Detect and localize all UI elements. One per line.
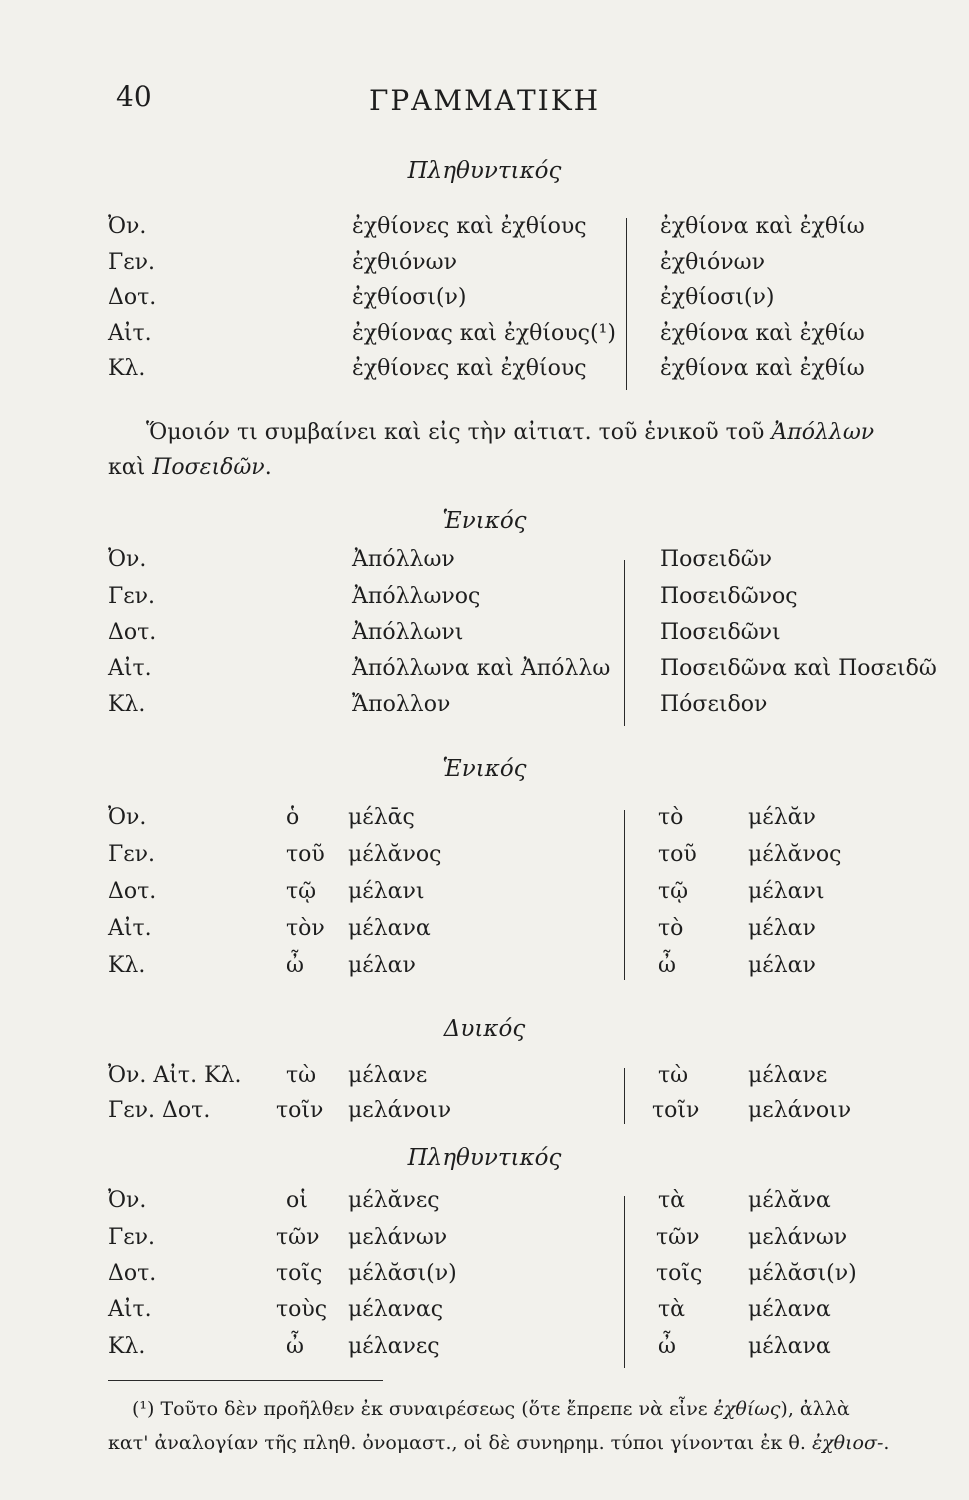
table-row — [0, 620, 969, 656]
section-heading-plural-1: Πληθυντικός — [407, 158, 562, 184]
form-right: Ποσειδῶνος — [660, 584, 798, 609]
article-left: τοῖν — [276, 1098, 324, 1123]
running-title: ΓΡΑΜΜΑΤΙΚΗ — [368, 84, 601, 117]
footnote-italic: ἐχθιοσ- — [811, 1432, 884, 1454]
article-left: τὼ — [286, 1063, 317, 1088]
form-right: ἐχθιόνων — [660, 250, 765, 275]
case-label: Ὀν. — [108, 1188, 147, 1213]
case-label: Αἰτ. — [108, 321, 152, 346]
footnote-text: . — [883, 1432, 890, 1454]
section-heading-singular-2: Ἑνικός — [442, 756, 527, 782]
form-right: μελάνων — [748, 1225, 848, 1250]
form-right: μέλανα — [748, 1297, 831, 1322]
table-row — [0, 916, 969, 952]
form-left: μελάνοιν — [348, 1098, 452, 1123]
form-right: μέλᾰνα — [748, 1188, 831, 1213]
table-row — [0, 584, 969, 620]
form-right: Ποσειδῶνι — [660, 620, 781, 645]
form-left: Ἀπόλλωνος — [352, 584, 481, 609]
article-left: οἱ — [286, 1188, 308, 1213]
case-label: Γεν. — [108, 250, 156, 275]
form-left: ἐχθίονες καὶ ἐχθίους — [352, 356, 587, 381]
case-label: Κλ. — [108, 692, 146, 717]
table-row — [0, 1261, 969, 1297]
table-row — [0, 547, 969, 583]
table-row — [0, 1188, 969, 1224]
table-row — [0, 1334, 969, 1370]
table-row — [0, 1225, 969, 1261]
form-left: μελάνων — [348, 1225, 448, 1250]
table-row — [0, 805, 969, 841]
italic-apollon: Ἀπόλλων — [771, 420, 875, 445]
table-row — [0, 214, 969, 250]
article-right: τοῖς — [656, 1261, 703, 1286]
article-right: τὰ — [658, 1188, 686, 1213]
form-left: μέλᾱς — [348, 805, 415, 830]
paragraph-text: Ὅμοιόν τι συμβαίνει καὶ εἰς τὴν αἰτιατ. τοῦ ἑνικοῦ τοῦ — [146, 420, 772, 445]
table-row — [0, 285, 969, 321]
case-label: Αἰτ. — [108, 1297, 152, 1322]
table-row — [0, 953, 969, 989]
form-right: μέλᾰν — [748, 805, 816, 830]
footnote-text: κατ' ἀναλογίαν τῆς πληθ. ὀνομαστ., οἱ δὲ συνηρημ. τύποι γίνονται ἐκ θ. — [108, 1432, 812, 1454]
case-label: Κλ. — [108, 1334, 146, 1359]
footnote-text: (¹) Τοῦτο δὲν προῆλθεν ἐκ συναιρέσεως (ὅτε ἔπρεπε νὰ εἶνε — [132, 1398, 714, 1420]
form-left: ἐχθίονας καὶ ἐχθίους(¹) — [352, 321, 616, 346]
article-left: ὦ — [286, 953, 304, 978]
form-left: Ἀπόλλων — [352, 547, 455, 572]
form-right: μέλαν — [748, 953, 816, 978]
article-left: ὁ — [286, 805, 300, 830]
article-right: τῶν — [656, 1225, 700, 1250]
case-label: Ὀν. Αἰτ. Κλ. — [108, 1063, 242, 1088]
case-label: Αἰτ. — [108, 656, 152, 681]
case-label: Ὀν. — [108, 805, 147, 830]
footnote-rule — [108, 1380, 383, 1381]
table-row — [0, 321, 969, 357]
paragraph-line-2 — [108, 455, 272, 480]
form-right: Πόσειδον — [660, 692, 768, 717]
footnote-italic: ἐχθίως — [713, 1398, 781, 1420]
form-left: μέλανε — [348, 1063, 428, 1088]
article-right: τὸ — [658, 805, 684, 830]
case-label: Δοτ. — [108, 285, 157, 310]
section-heading-singular-1: Ἑνικός — [442, 508, 527, 534]
form-right: Ποσειδῶνα καὶ Ποσειδῶ — [660, 656, 937, 681]
form-left: μέλανας — [348, 1297, 444, 1322]
form-left: μέλᾰνες — [348, 1188, 440, 1213]
form-right: μέλανα — [748, 1334, 831, 1359]
paragraph-end: . — [264, 455, 272, 480]
form-right: μέλᾰνος — [748, 842, 842, 867]
table-row — [0, 1297, 969, 1333]
footnote-line-1 — [132, 1398, 850, 1420]
table-row — [0, 250, 969, 286]
case-label: Κλ. — [108, 356, 146, 381]
article-left: τοὺς — [276, 1297, 328, 1322]
form-left: μέλανι — [348, 879, 425, 904]
italic-poseidon: Ποσειδῶν — [152, 455, 265, 480]
article-left: τῶν — [276, 1225, 320, 1250]
form-left: ἐχθίονες καὶ ἐχθίους — [352, 214, 587, 239]
article-left: τῷ — [286, 879, 317, 904]
case-label: Δοτ. — [108, 620, 157, 645]
form-right: ἐχθίοσι(ν) — [660, 285, 775, 310]
case-label: Δοτ. — [108, 879, 157, 904]
form-left: Ἀπόλλωνα καὶ Ἀπόλλω — [352, 656, 611, 681]
form-right: Ποσειδῶν — [660, 547, 773, 572]
case-label: Γεν. Δοτ. — [108, 1098, 211, 1123]
article-right: τοῦ — [658, 842, 697, 867]
form-left: μέλᾰνος — [348, 842, 442, 867]
form-left: μέλανες — [348, 1334, 440, 1359]
footnote-line-2 — [108, 1432, 889, 1454]
article-right: τὰ — [658, 1297, 686, 1322]
article-right: τοῖν — [652, 1098, 700, 1123]
section-heading-dual: Δυικός — [443, 1016, 526, 1042]
table-row — [0, 842, 969, 878]
case-label: Γεν. — [108, 1225, 156, 1250]
case-label: Γεν. — [108, 842, 156, 867]
article-left: τὸν — [286, 916, 325, 941]
article-left: τοῖς — [276, 1261, 323, 1286]
form-left: μέλᾰσι(ν) — [348, 1261, 457, 1286]
page-number: 40 — [116, 80, 152, 113]
table-row — [0, 656, 969, 692]
form-right: μέλανι — [748, 879, 825, 904]
form-left: μέλαν — [348, 953, 416, 978]
form-left: Ἀπόλλωνι — [352, 620, 464, 645]
case-label: Κλ. — [108, 953, 146, 978]
article-left: ὦ — [286, 1334, 304, 1359]
form-right: μέλαν — [748, 916, 816, 941]
form-right: μέλανε — [748, 1063, 828, 1088]
form-left: ἐχθιόνων — [352, 250, 457, 275]
case-label: Γεν. — [108, 584, 156, 609]
table-row — [0, 1063, 969, 1099]
paragraph-line-1 — [146, 420, 874, 445]
table-row — [0, 692, 969, 728]
case-label: Δοτ. — [108, 1261, 157, 1286]
article-right: τὼ — [658, 1063, 689, 1088]
case-label: Ὀν. — [108, 547, 147, 572]
article-right: τῷ — [658, 879, 689, 904]
form-left: ἐχθίοσι(ν) — [352, 285, 467, 310]
form-right: μέλᾰσι(ν) — [748, 1261, 857, 1286]
form-right: ἐχθίονα καὶ ἐχθίω — [660, 214, 865, 239]
table-row — [0, 356, 969, 392]
article-right: ὦ — [658, 953, 676, 978]
table-row — [0, 879, 969, 915]
paragraph-text: καὶ — [108, 455, 153, 480]
article-right: ὦ — [658, 1334, 676, 1359]
case-label: Αἰτ. — [108, 916, 152, 941]
form-right: μελάνοιν — [748, 1098, 852, 1123]
table-row — [0, 1098, 969, 1134]
section-heading-plural-2: Πληθυντικός — [407, 1145, 562, 1171]
article-right: τὸ — [658, 916, 684, 941]
article-left: τοῦ — [286, 842, 325, 867]
case-label: Ὀν. — [108, 214, 147, 239]
form-left: Ἄπολλον — [352, 692, 451, 717]
form-left: μέλανα — [348, 916, 431, 941]
footnote-text: ), ἀλλὰ — [780, 1398, 850, 1420]
form-right: ἐχθίονα καὶ ἐχθίω — [660, 356, 865, 381]
form-right: ἐχθίονα καὶ ἐχθίω — [660, 321, 865, 346]
